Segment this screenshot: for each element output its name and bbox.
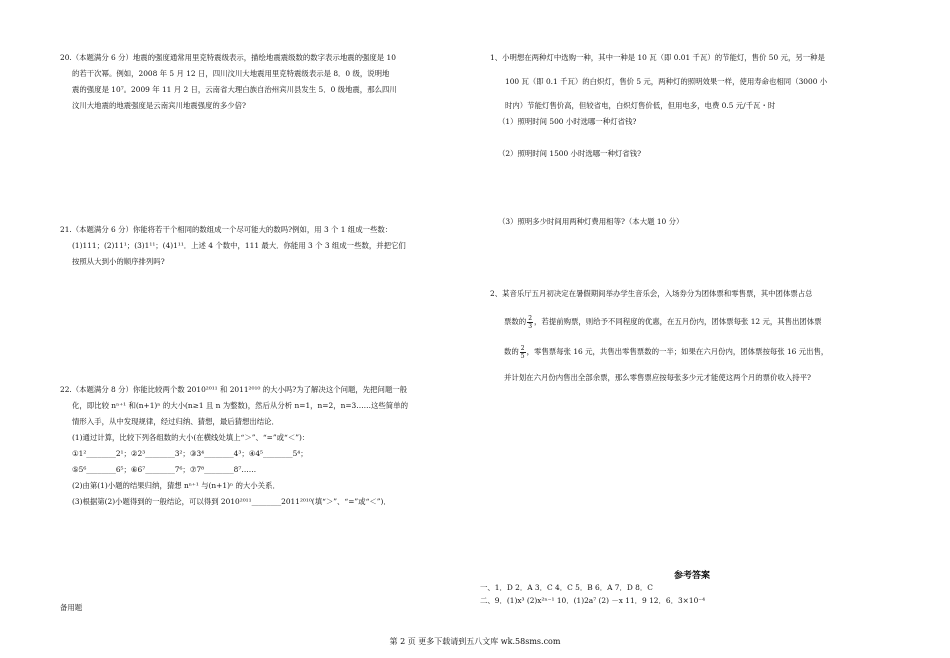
fraction-denominator: 3: [528, 322, 533, 330]
answers-title: 参考答案: [674, 571, 711, 581]
p1-question-3: （3）照明多少时间用两种灯费用相等?（本大题 10 分）: [498, 217, 684, 226]
p1-question-1: （1）照明时间 500 小时选哪一种灯省钱?: [498, 117, 637, 126]
q20-line: 20.（本题满分 6 分）地震的强度通常用里克特震级表示，描绘地震震级数的数字表示地震的强度是 10: [60, 53, 396, 62]
fraction-numerator: 2: [528, 314, 533, 322]
q22-sub-line: (3)根据第(2)小题得到的一般结论，可以得到 2010²⁰¹¹________2011²⁰¹⁰(填“＞”、“=”或“＜”)．: [72, 497, 391, 506]
q21-line: 21.（本题满分 6 分）你能将若干个相同的数组成一个尽可能大的数吗?例如，用 3 个 1 组成一些数：: [60, 225, 393, 234]
q22-sub-line: ⑤5⁶________6⁵；⑥6⁷________7⁶；⑦7⁸________8⁷……: [72, 465, 257, 474]
answers-line: 二、9．(1)x³ (2)x²ⁿ⁻¹ 10．(1)2a⁷ (2) －x 11．9 12．6．3×10⁻⁴: [480, 596, 706, 605]
p2-line-3: [490, 344, 828, 360]
p2-line-3-start: 数的: [504, 347, 519, 356]
q20-line: 汶川大地震的地震强度是云南宾川地震强度的多少倍?: [72, 101, 246, 110]
q22-line: 化，即比较 nⁿ⁺¹ 和(n+1)ⁿ 的大小(n≥1 且 n 为整数)，然后从分析 n=1，n=2，n=3……这些简单的: [72, 401, 408, 410]
q22-sub-line: (1)通过计算，比较下列各组数的大小(在横线处填上“＞”、“=”或“＜”)：: [72, 433, 310, 442]
q22-sub-line: (2)由第(1)小题的结果归纳，猜想 nⁿ⁺¹ 与(n+1)ⁿ 的大小关系．: [72, 481, 280, 490]
p2-line-1: 2、某音乐厅五月初决定在暑假期间举办学生音乐会，入场券分为团体票和零售票，其中团体票占总: [490, 289, 813, 298]
answers-line: 一、1．D 2．A 3．C 4．C 5．B 6．A 7．D 8．C: [480, 583, 653, 592]
p2-line-2-end: ，若提前购票，则给予不同程度的优惠，在五月份内，团体票每张 12 元，其售出团体票: [534, 317, 822, 326]
fraction-two-thirds: [527, 315, 533, 330]
p1-line: 时内）节能灯售价高，但较省电，白炽灯售价低，但用电多，电费 0.5 元/千瓦・时: [505, 101, 776, 110]
p2-line-4: 并计划在六月份内售出全部余票，那么零售票应按每张多少元才能使这两个月的票价收入持平?: [504, 373, 811, 382]
q20-line: 的若干次幂。例如，2008 年 5 月 12 日，四川汶川大地震用里克特震级表示是 8．0 级，说明地: [72, 69, 390, 78]
p1-question-2: （2）照明时间 1500 小时选哪一种灯省钱?: [498, 149, 642, 158]
fraction-denominator: 5: [520, 352, 525, 360]
p1-line: 100 瓦（即 0.1 千瓦）的白炽灯，售价 5 元，两种灯的照明效果一样，使用寿命也相同（3000 小: [505, 77, 828, 86]
p2-line-2: [490, 314, 828, 330]
problem-1: [490, 50, 827, 130]
spare-label: 备用题: [60, 603, 83, 612]
q22-line: 22.（本题满分 8 分）你能比较两个数 2010²⁰¹¹ 和 2011²⁰¹⁰ 的大小吗?为了解决这个问题，先把问题一般: [60, 385, 408, 394]
q22-line: 情形入手，从中发现规律，经过归纳、猜想，最后猜想出结论．: [72, 417, 279, 426]
spare-questions-label: [60, 600, 82, 616]
question-20: [60, 50, 397, 114]
q20-line: 震的强度是 10⁷。2009 年 11 月 2 日，云南省大理白族自治州宾川县发生 5．0 级地震，那么四川: [72, 85, 397, 94]
answers-block: [480, 580, 705, 609]
question-21: [60, 222, 406, 270]
fraction-numerator: 2: [520, 344, 525, 352]
q22-sub-line: ①1²________2¹；②2³________3²；③3⁴________4³；④4⁵________5⁴；: [72, 449, 308, 458]
page-footer: 第 2 页 更多下载请到五八文库 wk.58sms.com: [389, 637, 561, 646]
p2-line-3-end: ，零售票每张 16 元，共售出零售票数的一半；如果在六月份内，团体票按每张 16 元出售，: [526, 347, 829, 356]
q21-line: 按照从大到小的顺序排列吗?: [72, 257, 165, 266]
fraction-two-fifths: [520, 345, 526, 360]
p1-question-3-block: [498, 214, 683, 230]
q21-line: (1)111；(2)11¹；(3)1¹¹；(4)1¹¹．上述 4 个数中，111 最大．你能用 3 个 3 组成一些数，并把它们: [72, 241, 406, 250]
problem-2: [490, 286, 828, 386]
p1-question-2-block: [498, 146, 641, 162]
p2-line-2-start: 票数的: [504, 317, 527, 326]
p1-line: 1、小明想在两种灯中选购一种，其中一种是 10 瓦（即 0.01 千瓦）的节能灯，售价 50 元，另一种是: [490, 53, 825, 62]
question-22: [60, 382, 408, 510]
